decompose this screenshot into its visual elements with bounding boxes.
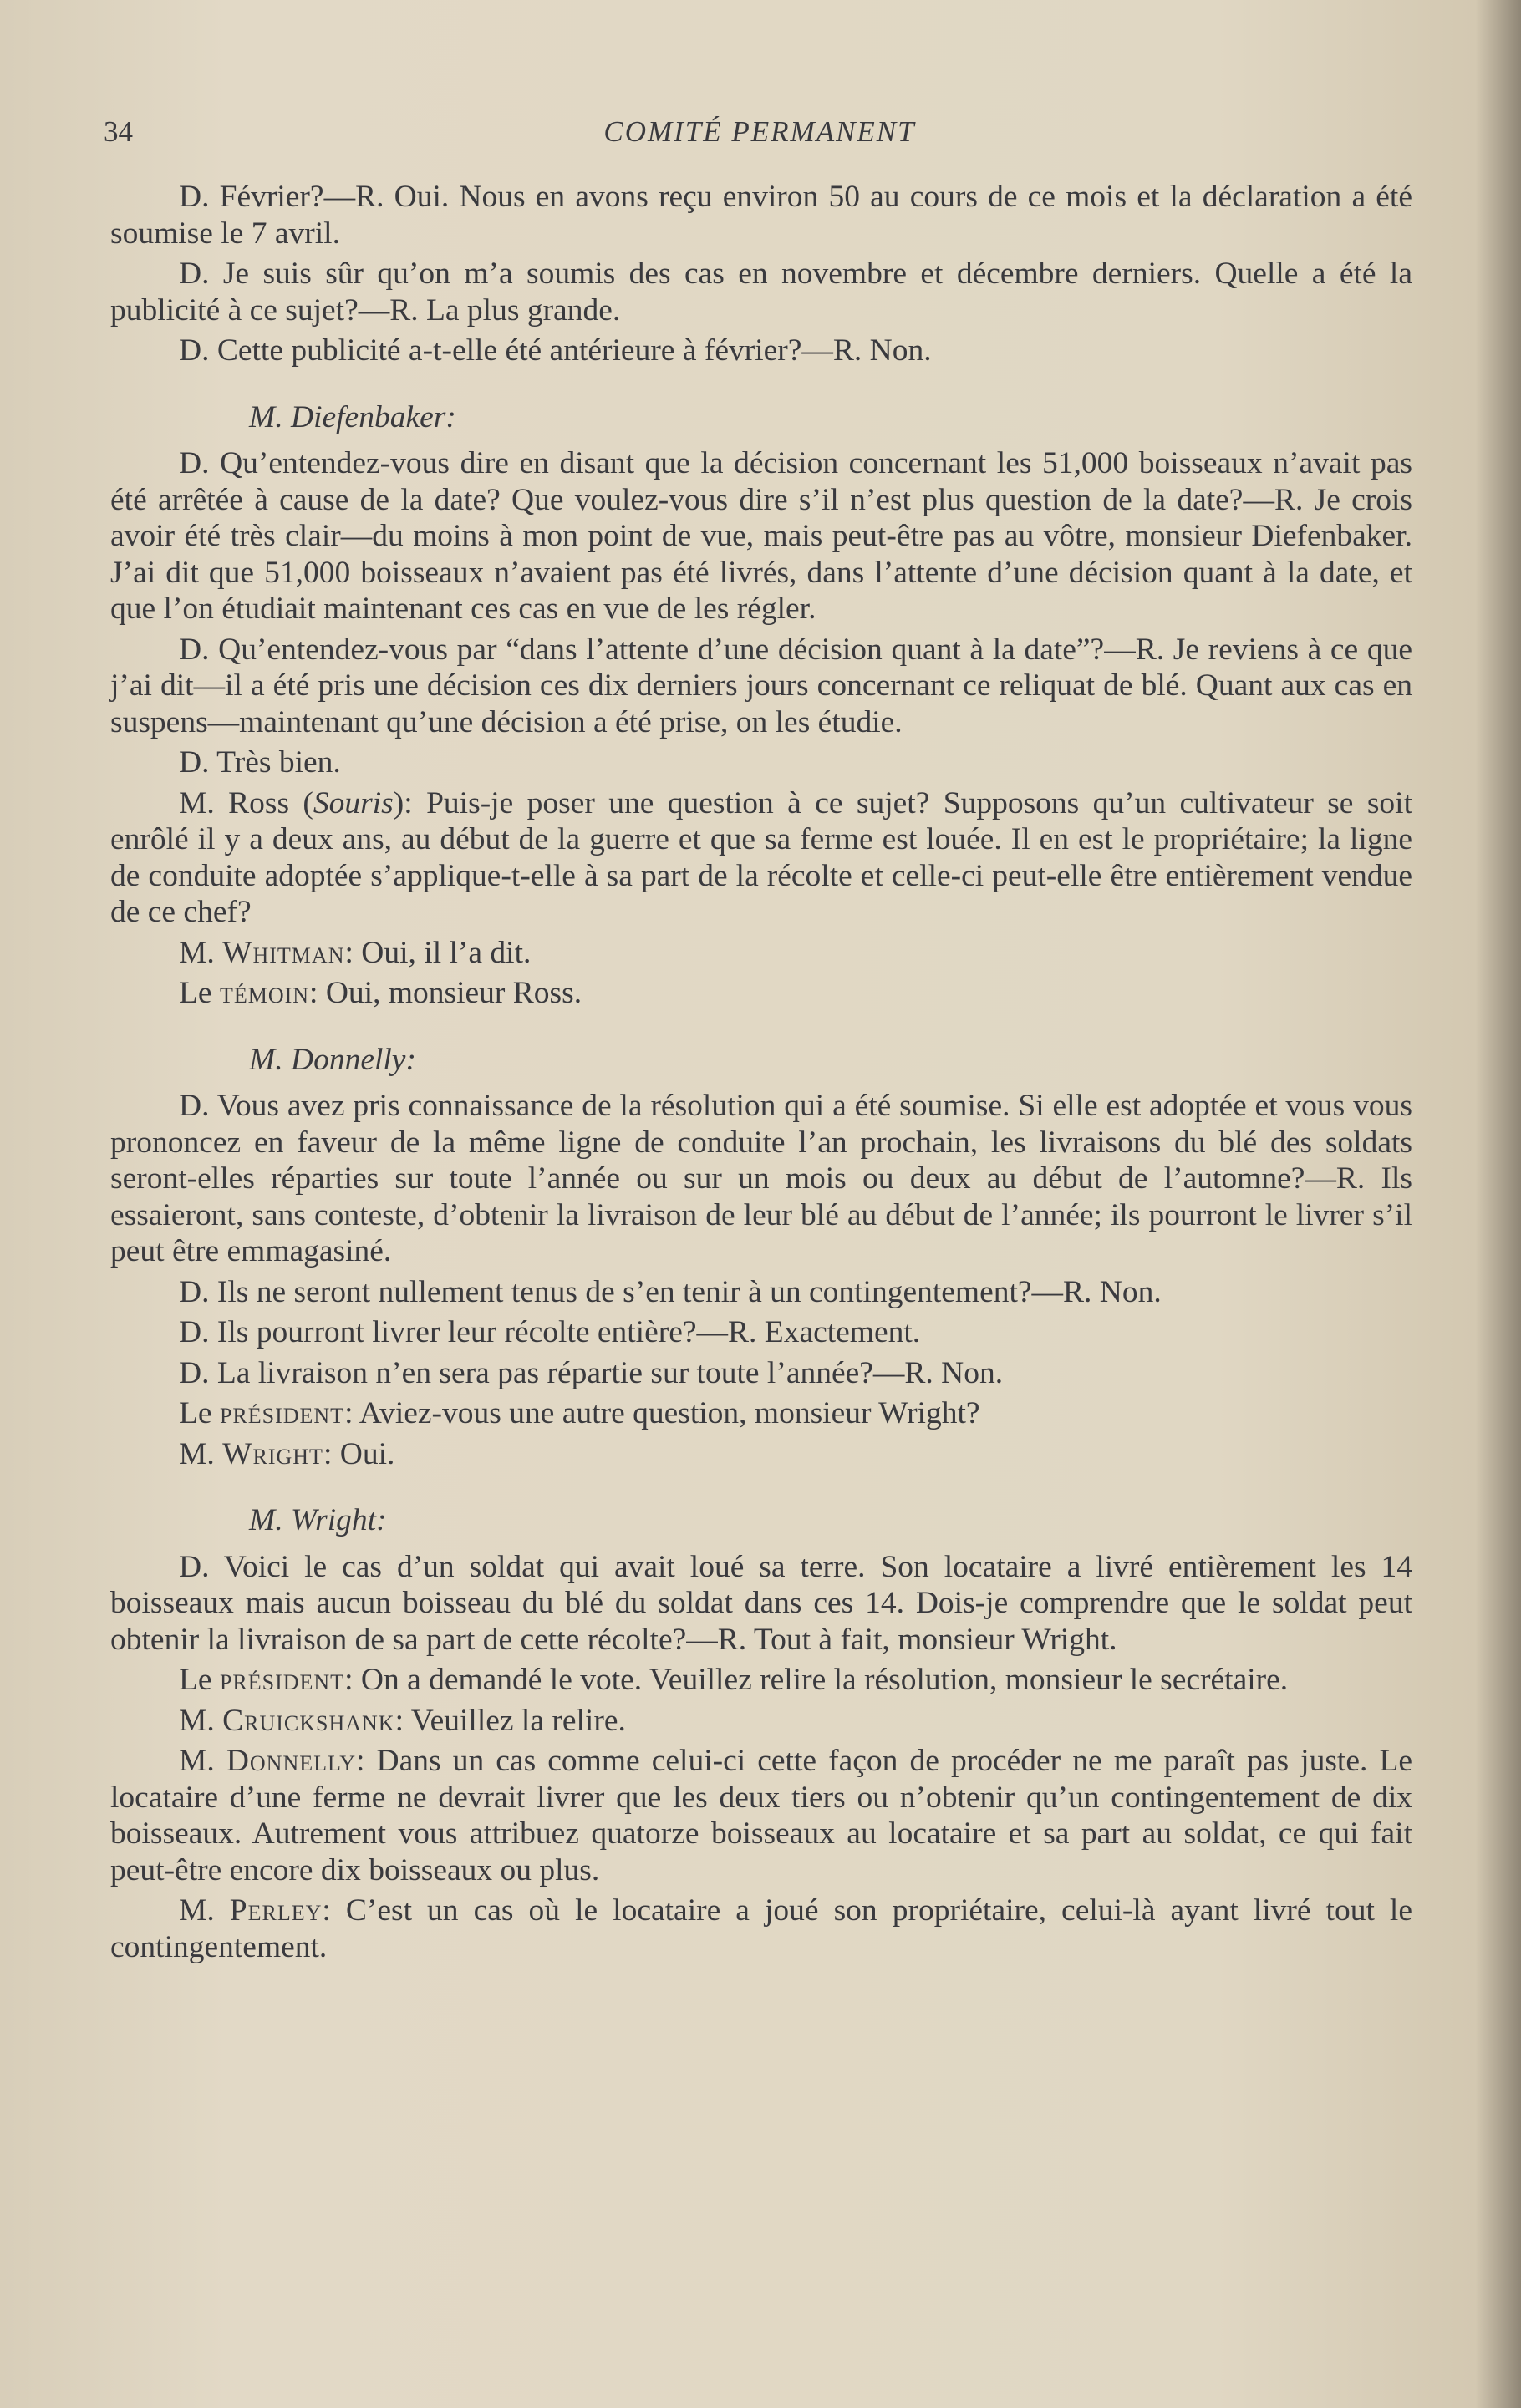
speaker-name: Whitman (222, 935, 345, 970)
speaker-prefix: Le (179, 976, 220, 1010)
speaker-name: Perley (229, 1893, 323, 1928)
speech-text: : On a demandé le vote. Veuillez relire la résolution, monsieur le secrétaire. (344, 1663, 1289, 1697)
speaker-heading: M. Diefenbaker: (249, 399, 456, 434)
speaker-prefix: M. (179, 935, 223, 970)
speaker-name: témoin (219, 976, 310, 1010)
paragraph (110, 1703, 1412, 1740)
speech-text: : Aviez-vous une autre question, monsieur Wright? (344, 1396, 980, 1430)
speech-text: : Dans un cas comme celui-ci cette façon de procéder ne me paraît pas juste. Le locataire d’une ferme ne devrait livrer que les deux tiers ou n’obtenir qu’un contingentement de dix boisseaux. Autrement vous attribuez quatorze boisseaux au locataire et sa part au soldat, ce qui fait peut-être encore dix boisseaux ou plus. (110, 1744, 1412, 1887)
paragraph (110, 1395, 1412, 1432)
speaker-prefix: M. (179, 1893, 230, 1928)
speaker-prefix: M. (179, 1436, 223, 1471)
paragraph: D. Ils ne seront nullement tenus de s’en tenir à un contingentement?—R. Non. (179, 1274, 1162, 1309)
paragraph: D. La livraison n’en sera pas répartie sur toute l’année?—R. Non. (179, 1355, 1004, 1390)
speaker-prefix: Le (179, 1663, 220, 1697)
paragraph: D. Voici le cas d’un soldat qui avait loué sa terre. Son locataire a livré entièrement les 14 boisseaux mais aucun boisseau du blé du soldat dans ces 14. Dois-je comprendre que le soldat peut obtenir la livraison de sa part de cette récolte?—R. Tout à fait, monsieur Wright. (110, 1549, 1412, 1657)
speaker-name: Wright (222, 1436, 323, 1471)
paragraph: D. Février?—R. Oui. Nous en avons reçu environ 50 au cours de ce mois et la déclaration a été soumise le 7 avril. (110, 180, 1412, 251)
speaker-name: président (219, 1663, 345, 1697)
paragraph (110, 1743, 1412, 1888)
page-header (104, 115, 1416, 157)
speech-text: : Puis-je poser une question à ce sujet? Supposons qu’un cultivateur se soit enrôlé il y a deux ans, au début de la guerre et que sa ferme est louée. Il en est le propriétaire; la ligne de conduite adoptée s’applique-t-elle à sa part de la récolte et celle-ci peut-elle être entièrement vendue de ce chef? (110, 785, 1412, 929)
body-text (110, 179, 1412, 1969)
paragraph: D. Qu’entendez-vous par “dans l’attente d’une décision quant à la date”?—R. Je reviens à ce que j’ai dit—il a été pris une décision ces dix derniers jours concernant ce reliquat de blé. Quant aux cas en suspens—maintenant qu’une décision a été prise, on les étudie. (110, 632, 1412, 739)
speech-text: : C’est un cas où le locataire a joué son propriétaire, celui-là ayant livré tout le contingentement. (110, 1893, 1412, 1964)
speech-text: : Oui, il l’a dit. (344, 935, 532, 970)
paragraph: D. Qu’entendez-vous dire en disant que la décision concernant les 51,000 boisseaux n’avait pas été arrêtée à cause de la date? Que voulez-vous dire s’il n’est plus question de la date?—R. Je crois avoir été très clair—du moins à mon point de vue, mais peut-être pas au vôtre, monsieur Diefenbaker. J’ai dit que 51,000 boisseaux n’avaient pas été livrés, dans l’attente d’une décision quant à la date, et que l’on étudiait maintenant ces cas en vue de les régler. (110, 446, 1412, 626)
running-title: COMITÉ PERMANENT (603, 115, 916, 148)
speaker-heading: M. Wright: (249, 1503, 387, 1537)
paragraph: D. Très bien. (179, 745, 341, 780)
paragraph: D. Cette publicité a-t-elle été antérieure à février?—R. Non. (179, 333, 932, 368)
speaker-name: président (219, 1396, 345, 1430)
speech-text: : Oui. (323, 1436, 395, 1471)
paragraph (110, 935, 1412, 972)
paragraph (110, 1436, 1412, 1473)
speaker-prefix: M. (179, 1703, 223, 1738)
paragraph: D. Je suis sûr qu’on m’a soumis des cas en novembre et décembre derniers. Quelle a été la publicité à ce sujet?—R. La plus grande. (110, 257, 1412, 328)
speaker-prefix: Le (179, 1396, 220, 1430)
speech-text: : Oui, monsieur Ross. (309, 976, 582, 1010)
speaker-heading: M. Donnelly: (249, 1042, 416, 1077)
paragraph: M. Ross (Souris): Puis-je poser une question à ce sujet? Supposons qu’un cultivateur se soit enrôlé il y a deux ans, au début de la guerre et que sa ferme est louée. Il en est le propriétaire; la ligne de conduite adoptée s’applique-t-elle à sa part de la récolte et celle-ci peut-elle être entièrement vendue de ce chef? (110, 785, 1412, 929)
speaker-prefix: M. (179, 1744, 226, 1778)
paragraph: D. Ils pourront livrer leur récolte entière?—R. Exactement. (179, 1315, 921, 1349)
speech-text: : Veuillez la relire. (394, 1703, 626, 1738)
paragraph (110, 975, 1412, 1012)
paragraph: D. Vous avez pris connaissance de la résolution qui a été soumise. Si elle est adoptée et vous vous prononcez en faveur de la même ligne de conduite l’an prochain, les livraisons du blé des soldats seront-elles réparties sur toute l’année ou sur un mois ou deux au début de l’automne?—R. Ils essaieront, sans conteste, d’obtenir la livraison de leur blé au début de l’année; ils pourront le livrer s’il peut être emmagasiné. (110, 1089, 1412, 1268)
paragraph (110, 1892, 1412, 1965)
riding-name: Souris (313, 785, 394, 820)
paragraph (110, 1662, 1412, 1699)
speaker-name: M. Ross (179, 785, 290, 820)
speaker-name: Donnelly (226, 1744, 357, 1778)
speaker-name: Cruickshank (222, 1703, 395, 1738)
page-number: 34 (104, 115, 133, 148)
